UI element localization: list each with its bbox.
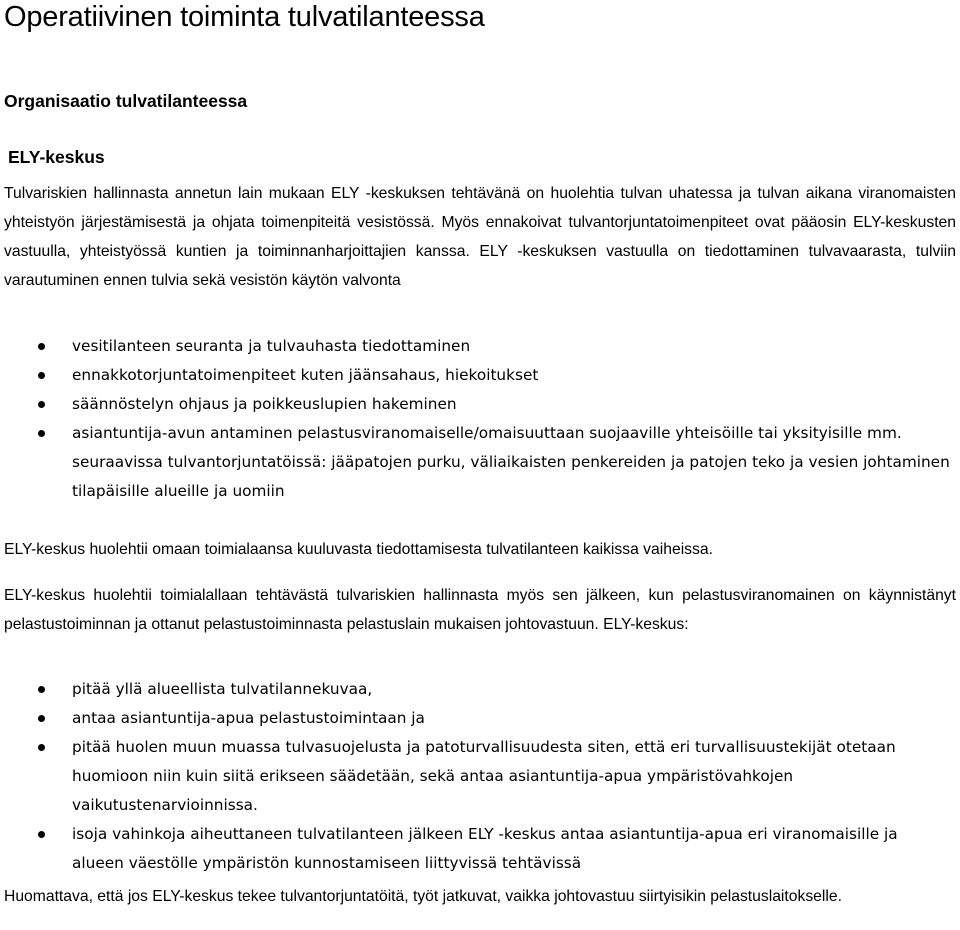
page-title: Operatiivinen toiminta tulvatilanteessa [4,1,485,33]
list-item-text: pitää yllä alueellista tulvatilannekuvaa, [72,680,373,698]
list-item-text: isoja vahinkoja aiheuttaneen tulvatilanteen jälkeen ELY -keskus antaa asiantuntija-apua eri viranomaisille ja alueen väestölle ympäristön kunnostamiseen liittyvissä tehtävissä [72,825,898,872]
list-item [0,675,960,704]
list-item-text: pitää huolen muun muassa tulvasuojelusta ja patoturvallisuudesta siten, että eri turvallisuustekijät otetaan huomioon niin kuin siitä erikseen säädetään, sekä antaa asiantuntija-apua ympäristövahkojen vaikutustenarvioinnissa. [72,738,896,814]
bullet-icon [38,744,45,751]
bullet-icon [38,372,45,379]
list-item [0,390,960,419]
list-item [0,820,960,878]
list-item-text: vesitilanteen seuranta ja tulvauhasta tiedottaminen [72,337,471,355]
ely-duties-list [0,332,960,506]
bullet-icon [38,686,45,693]
responsibility-paragraph: ELY-keskus huolehtii toimialallaan tehtävästä tulvariskien hallinnasta myös sen jälkeen, kun pelastusviranomainen on käynnistänyt pelastustoiminnan ja ottanut pelastustoiminnasta pelastuslain mukaisen johtovastuun. ELY-keskus: [4,587,956,633]
bullet-icon [38,343,45,350]
list-item [0,332,960,361]
note-paragraph: Huomattava, että jos ELY-keskus tekee tulvantorjuntatöitä, työt jatkuvat, vaikka johtovastuu siirtyisikin pelastuslaitokselle. [4,888,842,905]
ely-tasks-list [0,675,960,878]
communication-paragraph: ELY-keskus huolehtii omaan toimialaansa kuuluvasta tiedottamisesta tulvatilanteen kaikissa vaiheissa. [4,541,713,558]
subsection-heading: ELY-keskus [8,147,105,167]
list-item-text: asiantuntija-avun antaminen pelastusviranomaiselle/omaisuuttaan suojaaville yhteisöille tai yksityisille mm. seuraavissa tulvantorjuntatöissä: jääpatojen purku, väliaikaisten penkereiden ja patojen teko ja vesien johtaminen tilapäisille alueille ja uomiin [72,424,950,500]
list-item-text: säännöstelyn ohjaus ja poikkeuslupien hakeminen [72,395,457,413]
bullet-icon [38,715,45,722]
list-item-text: ennakkotorjuntatoimenpiteet kuten jäänsahaus, hiekoitukset [72,366,539,384]
list-item [0,419,960,506]
list-item [0,361,960,390]
list-item [0,733,960,820]
intro-paragraph: Tulvariskien hallinnasta annetun lain mukaan ELY -keskuksen tehtävänä on huolehtia tulvan uhatessa ja tulvan aikana viranomaisten yhteistyön järjestämisestä ja ohjata toimenpiteitä vesistössä. Myös ennakoivat tulvantorjuntatoimenpiteet ovat pääosin ELY-keskusten vastuulla, yhteistyössä kuntien ja toiminnanharjoittajien kanssa. ELY -keskuksen vastuulla on tiedottaminen tulvavaarasta, tulviin varautuminen ennen tulvia sekä vesistön käytön valvonta [4,185,956,289]
section-heading: Organisaatio tulvatilanteessa [4,91,248,111]
bullet-icon [38,401,45,408]
bullet-icon [38,430,45,437]
list-item [0,704,960,733]
bullet-icon [38,831,45,838]
list-item-text: antaa asiantuntija-apua pelastustoimintaan ja [72,709,425,727]
